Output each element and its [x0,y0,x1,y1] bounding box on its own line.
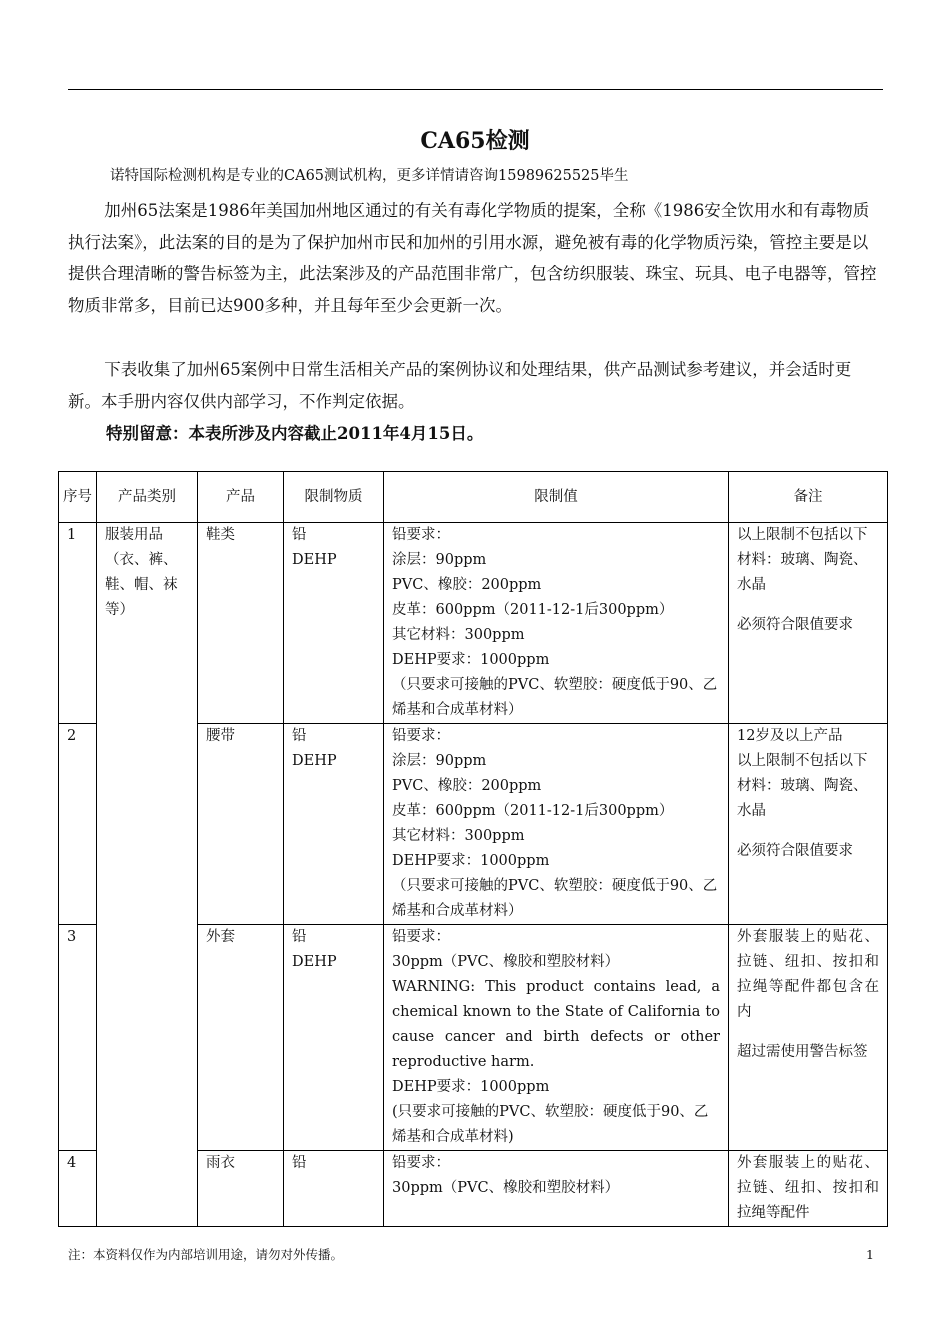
substance-item: 铅 [292,929,307,945]
remark-item: 以上限制不包括以下材料：玻璃、陶瓷、水晶 [737,527,868,593]
limit-line: 铅要求： [392,929,450,945]
limit-line: （只要求可接触的PVC、软塑胶：硬度低于90、乙烯基和合成革材料） [392,878,718,919]
limit-line: DEHP要求：1000ppm [392,652,550,668]
warning-text: WARNING: This product contains lead, a chemical known to the State of California to cause cancer and birth defects or other reproductive harm. [392,979,720,1070]
category-cell [97,523,198,1227]
remark-item: 超过需使用警告标签 [737,1044,868,1060]
special-note: 特别留意：本表所涉及内容截止2011年4月15日。 [106,424,484,443]
substance-item: 铅 [292,1155,307,1171]
row-number: 1 [59,523,97,724]
remarks-cell [729,925,888,1151]
subtitle: 诺特国际检测机构是专业的CA65测试机构，更多详情请咨询15989625525毕生 [110,168,629,184]
intro-paragraph-2: 下表收集了加州65案例中日常生活相关产品的案例协议和处理结果，供产品测试参考建议，并会适时更新。本手册内容仅供内部学习，不作判定依据。 [68,360,852,411]
substance-item: DEHP [292,753,337,769]
row-number: 2 [59,724,97,925]
category-label: 服装用品（衣、裤、鞋、帽、袜等） [105,527,178,618]
table-row [59,523,888,724]
intro-paragraph: 加州65法案是1986年美国加州地区通过的有关有毒化学物质的提案，全称《1986安全饮用水和有毒物质执行法案》，此法案的目的是为了保护加州市民和加州的引用水源，避免被有毒的化学物质污染，管控主要是以提供合理清晰的警告标签为主，此法案涉及的产品范围非常广，包含纺织服装、珠宝、玩具、电子电器等，管控物质非常多，目前已达900多种，并且每年至少会更新一次。 [68,201,877,315]
header-category: 产品类别 [97,472,198,523]
header-rule [68,89,883,90]
limit-line: 皮革：600ppm（2011-12-1后300ppm） [392,602,674,618]
substance-item: DEHP [292,552,337,568]
product-cell: 雨衣 [198,1151,284,1227]
limit-cell [384,724,729,925]
substance-cell [284,925,384,1151]
limit-line: （只要求可接触的PVC、软塑胶：硬度低于90、乙烯基和合成革材料） [392,677,718,718]
product-cell: 外套 [198,925,284,1151]
limit-line: PVC、橡胶：200ppm [392,577,542,593]
limit-line: 其它材料：300ppm [392,828,525,844]
header-product: 产品 [198,472,284,523]
remarks-cell [729,523,888,724]
substance-item: 铅 [292,527,307,543]
page-title: CA65检测 [420,128,530,154]
substance-cell [284,724,384,925]
substance-item: 铅 [292,728,307,744]
limit-cell [384,925,729,1151]
remark-item: 外套服装上的贴花、拉链、纽扣、按扣和拉绳等配件都包含在内 [737,929,879,1020]
page-number: 1 [866,1247,874,1262]
limit-line: 皮革：600ppm（2011-12-1后300ppm） [392,803,674,819]
remark-item: 外套服装上的贴花、拉链、纽扣、按扣和拉绳等配件 [737,1155,879,1221]
limit-line: (只要求可接触的PVC、软塑胶：硬度低于90、乙烯基和合成革材料) [392,1104,709,1145]
substance-item: DEHP [292,954,337,970]
limit-line: 30ppm（PVC、橡胶和塑胶材料） [392,954,620,970]
substance-cell [284,1151,384,1227]
limit-line: 其它材料：300ppm [392,627,525,643]
product-cell: 鞋类 [198,523,284,724]
row-number: 4 [59,1151,97,1227]
limit-line: 铅要求： [392,728,450,744]
limit-line: 30ppm（PVC、橡胶和塑胶材料） [392,1180,620,1196]
substance-cell [284,523,384,724]
remark-item: 12岁及以上产品 [737,728,843,744]
limit-line: DEHP要求：1000ppm [392,853,550,869]
limit-line: PVC、橡胶：200ppm [392,778,542,794]
remark-item: 必须符合限值要求 [737,843,853,859]
limit-cell [384,523,729,724]
header-limit: 限制值 [384,472,729,523]
limit-line: 铅要求： [392,527,450,543]
limit-cell [384,1151,729,1227]
remarks-cell [729,1151,888,1227]
header-remarks: 备注 [729,472,888,523]
limit-line: 涂层：90ppm [392,753,487,769]
limit-line: 铅要求： [392,1155,450,1171]
product-cell: 腰带 [198,724,284,925]
header-substance: 限制物质 [284,472,384,523]
table-header-row [59,472,888,523]
limit-line: 涂层：90ppm [392,552,487,568]
limit-line: DEHP要求：1000ppm [392,1079,550,1095]
remark-item: 必须符合限值要求 [737,617,853,633]
header-no: 序号 [59,472,97,523]
footer-note: 注：本资料仅作为内部培训用途，请勿对外传播。 [68,1247,344,1262]
restriction-table [58,471,888,1227]
row-number: 3 [59,925,97,1151]
remark-item: 以上限制不包括以下材料：玻璃、陶瓷、水晶 [737,753,868,819]
remarks-cell [729,724,888,925]
